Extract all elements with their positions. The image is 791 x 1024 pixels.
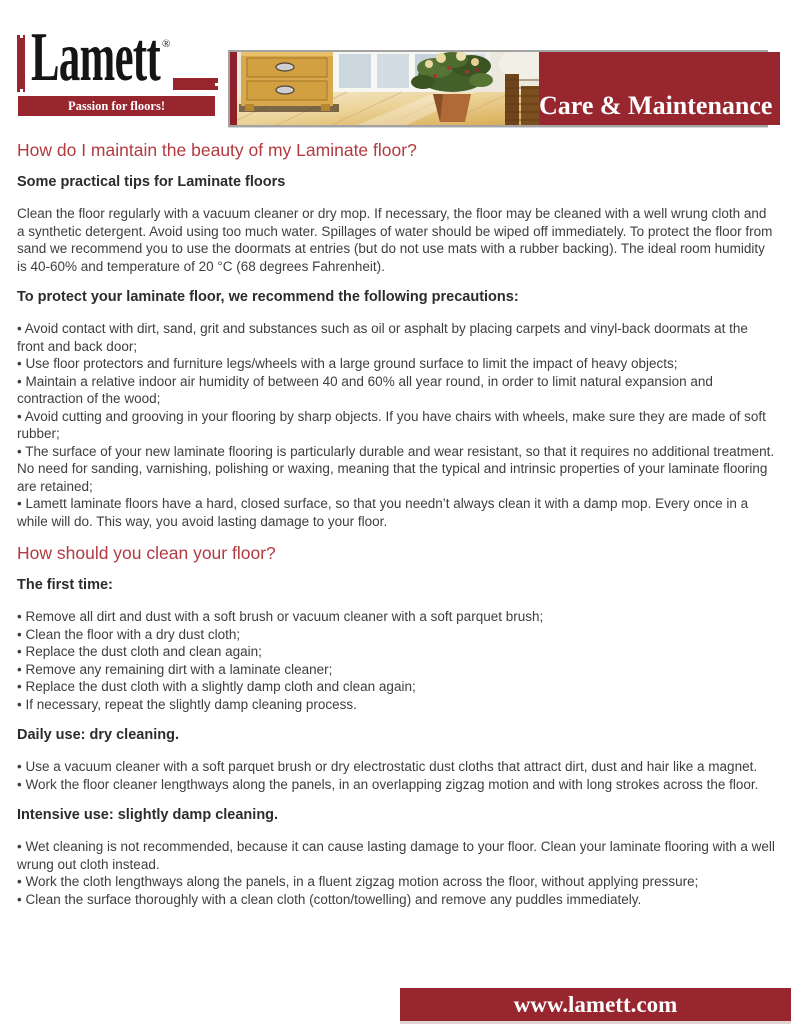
- lamett-logo: [15, 19, 235, 125]
- registered-trademark-icon: ®: [162, 38, 171, 50]
- bullet-item: • Avoid cutting and grooving in your flooring by sharp objects. If you have chairs with wheels, make sure they are made of soft rubber;: [17, 408, 766, 441]
- banner-title-zone: [539, 52, 780, 125]
- bullet-item: • Avoid contact with dirt, sand, grit and substances such as oil or asphalt by placing carpets and vinyl-back doormats at the front and back door;: [17, 321, 748, 354]
- intro-paragraph: Clean the floor regularly with a vacuum cleaner or dry mop. If necessary, the floor may be cleaned with a well wrung cloth and a synthetic detergent. Avoid using too much water. Spillages of water should be wiped off immediately. To protect the floor from sand we recommend you to use the doormats at entries (but do not use mats with a rubber backing). The ideal room humidity is 40-60% and temperature of 20 °C (68 degrees Fahrenheit).: [17, 206, 773, 274]
- logo-plank-vertical-icon: [17, 35, 25, 92]
- intensive-use-list: [17, 838, 777, 908]
- wooden-dresser: [239, 52, 339, 112]
- subheading-practical-tips: Some practical tips for Laminate floors: [17, 174, 286, 190]
- banner-title: Care & Maintenance: [539, 91, 773, 120]
- bullet-item: • Maintain a relative indoor air humidity of between 40 and 60% all year round, in order to limit natural expansion and contraction of the wood;: [17, 373, 713, 406]
- section-heading-clean: How should you clean your floor?: [17, 543, 276, 563]
- bullet-item: • Wet cleaning is not recommended, because it can cause lasting damage to your floor. Clean your laminate flooring with a well wrung out cloth instead.: [17, 839, 775, 872]
- banner-left-strip: [230, 52, 237, 125]
- section-heading-maintain: How do I maintain the beauty of my Laminate floor?: [17, 140, 417, 160]
- bullet-item: • Replace the dust cloth with a slightly damp cloth and clean again;: [17, 679, 416, 694]
- bullet-item: • Lamett laminate floors have a hard, closed surface, so that you needn’t always clean it with a damp mop. Every once in a while will do. This way, you avoid lasting damage to your floor.: [17, 496, 749, 529]
- bullet-item: • Use floor protectors and furniture legs/wheels with a large ground surface to limit the impact of heavy objects;: [17, 356, 678, 371]
- bullet-item: • Remove all dirt and dust with a soft brush or vacuum cleaner with a soft parquet brush;: [17, 609, 544, 624]
- subheading-precautions: To protect your laminate floor, we recommend the following precautions:: [17, 289, 519, 305]
- document-body: [17, 140, 777, 921]
- bullet-item: • Work the cloth lengthways along the panels, in a fluent zigzag motion across the floor, without applying pressure;: [17, 874, 699, 889]
- wicker-chair: [499, 52, 539, 125]
- banner-room-photo: [237, 52, 539, 125]
- bullet-item: • If necessary, repeat the slightly damp cleaning process.: [17, 696, 357, 712]
- logo-brand-text: Lamett: [31, 19, 161, 96]
- precautions-list: [17, 320, 777, 530]
- subheading-intensive-use: Intensive use: slightly damp cleaning.: [17, 807, 279, 823]
- bullet-item: • Clean the floor with a dry dust cloth;: [17, 626, 241, 642]
- bullet-item: • Use a vacuum cleaner with a soft parquet brush or dry electrostatic dust cloths that attract dirt, dust and hair like a magnet.: [17, 759, 758, 774]
- bullet-item: • The surface of your new laminate flooring is particularly durable and wear resistant, so that it requires no additional treatment. No need for sanding, varnishing, polishing or waxing, meaning that the typical and intrinsic properties of your laminate flooring are retained;: [17, 443, 775, 494]
- bullet-item: • Clean the surface thoroughly with a clean cloth (cotton/towelling) and remove any puddles immediately.: [17, 891, 642, 907]
- care-maintenance-banner: [228, 50, 773, 127]
- first-time-list: [17, 608, 777, 713]
- logo-plank-horizontal-icon: [173, 78, 218, 90]
- footer-bar: [400, 988, 791, 1021]
- bullet-item: • Work the floor cleaner lengthways along the panels, in an overlapping zigzag motion and with long strokes across the floor.: [17, 776, 759, 792]
- bullet-item: • Replace the dust cloth and clean again;: [17, 644, 262, 659]
- subheading-daily-use: Daily use: dry cleaning.: [17, 727, 179, 743]
- room-photo-illustration: [237, 52, 539, 125]
- bullet-item: • Remove any remaining dirt with a laminate cleaner;: [17, 661, 333, 677]
- logo-tagline: Passion for floors!: [18, 96, 215, 116]
- subheading-first-time: The first time:: [17, 577, 113, 593]
- daily-use-list: [17, 758, 777, 793]
- footer-url: www.lamett.com: [513, 992, 678, 1017]
